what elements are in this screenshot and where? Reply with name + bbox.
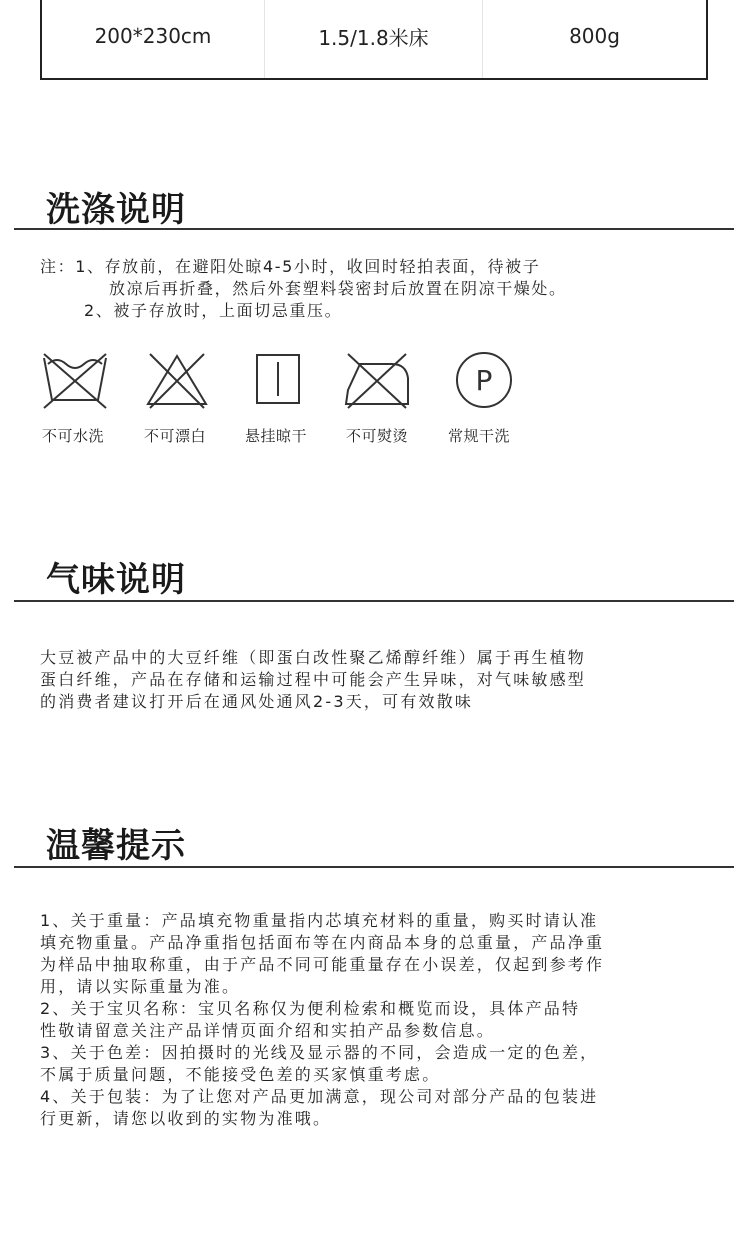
washing-notes: [40, 256, 567, 322]
odor-line: 大豆被产品中的大豆纤维（即蛋白改性聚乙烯醇纤维）属于再生植物: [40, 648, 587, 667]
tips-line: 1、关于重量：产品填充物重量指内芯填充材料的重量，购买时请认准: [40, 911, 599, 930]
spec-bed: 1.5/1.8米床: [264, 0, 482, 78]
odor-line: 蛋白纤维，产品在存储和运输过程中可能会产生异味，对气味敏感型: [40, 670, 587, 689]
spec-weight: 800g: [482, 0, 706, 78]
washing-note-line: 放凉后再折叠，然后外套塑料袋密封后放置在阴凉干燥处。: [109, 279, 567, 298]
hang-dry-icon: [243, 350, 313, 410]
tips-line: 3、关于色差：因拍摄时的光线及显示器的不同，会造成一定的色差，: [40, 1043, 599, 1062]
odor-title: 气味说明: [46, 560, 186, 600]
care-label: 常规干洗: [448, 427, 511, 445]
care-label: 不可熨烫: [346, 427, 409, 445]
care-label: 不可漂白: [144, 427, 207, 445]
care-label: 不可水洗: [42, 427, 105, 445]
tips-line: 不属于质量问题，不能接受色差的买家慎重考虑。: [40, 1065, 441, 1084]
tips-text: [40, 910, 604, 1130]
tips-line: 2、关于宝贝名称：宝贝名称仅为便利检索和概览而设，具体产品特: [40, 999, 581, 1018]
dry-clean-icon: [449, 350, 519, 410]
spec-table: [40, 0, 708, 80]
odor-text: [40, 647, 586, 713]
care-label: 悬挂晾干: [245, 427, 308, 445]
washing-note-line: 2、被子存放时，上面切忌重压。: [84, 301, 343, 320]
washing-note-line: 注：1、存放前，在避阳处晾4-5小时，收回时轻拍表面，待被子: [40, 257, 541, 276]
tips-line: 填充物重量。产品净重指包括面布等在内商品本身的总重量，产品净重: [40, 933, 605, 952]
tips-line: 4、关于包装：为了让您对产品更加满意，现公司对部分产品的包装进: [40, 1087, 599, 1106]
tips-line: 用，请以实际重量为准。: [40, 977, 241, 996]
tips-divider: [14, 866, 734, 868]
tips-line: 行更新，请您以收到的实物为准哦。: [40, 1109, 332, 1128]
spec-size: 200*230cm: [94, 24, 212, 48]
tips-line: 为样品中抽取称重，由于产品不同可能重量存在小误差，仅起到参考作: [40, 955, 605, 974]
no-bleach-icon: [142, 350, 212, 410]
no-wash-icon: [40, 350, 110, 410]
dry-clean-symbol: P: [475, 364, 493, 397]
washing-title: 洗涤说明: [46, 190, 186, 230]
tips-line: 性敬请留意关注产品详情页面介绍和实拍产品参数信息。: [40, 1021, 496, 1040]
no-iron-icon: [342, 350, 412, 410]
odor-line: 的消费者建议打开后在通风处通风2-3天，可有效散味: [40, 692, 474, 711]
odor-divider: [14, 600, 734, 602]
tips-title: 温馨提示: [46, 826, 186, 866]
washing-divider: [14, 228, 734, 230]
